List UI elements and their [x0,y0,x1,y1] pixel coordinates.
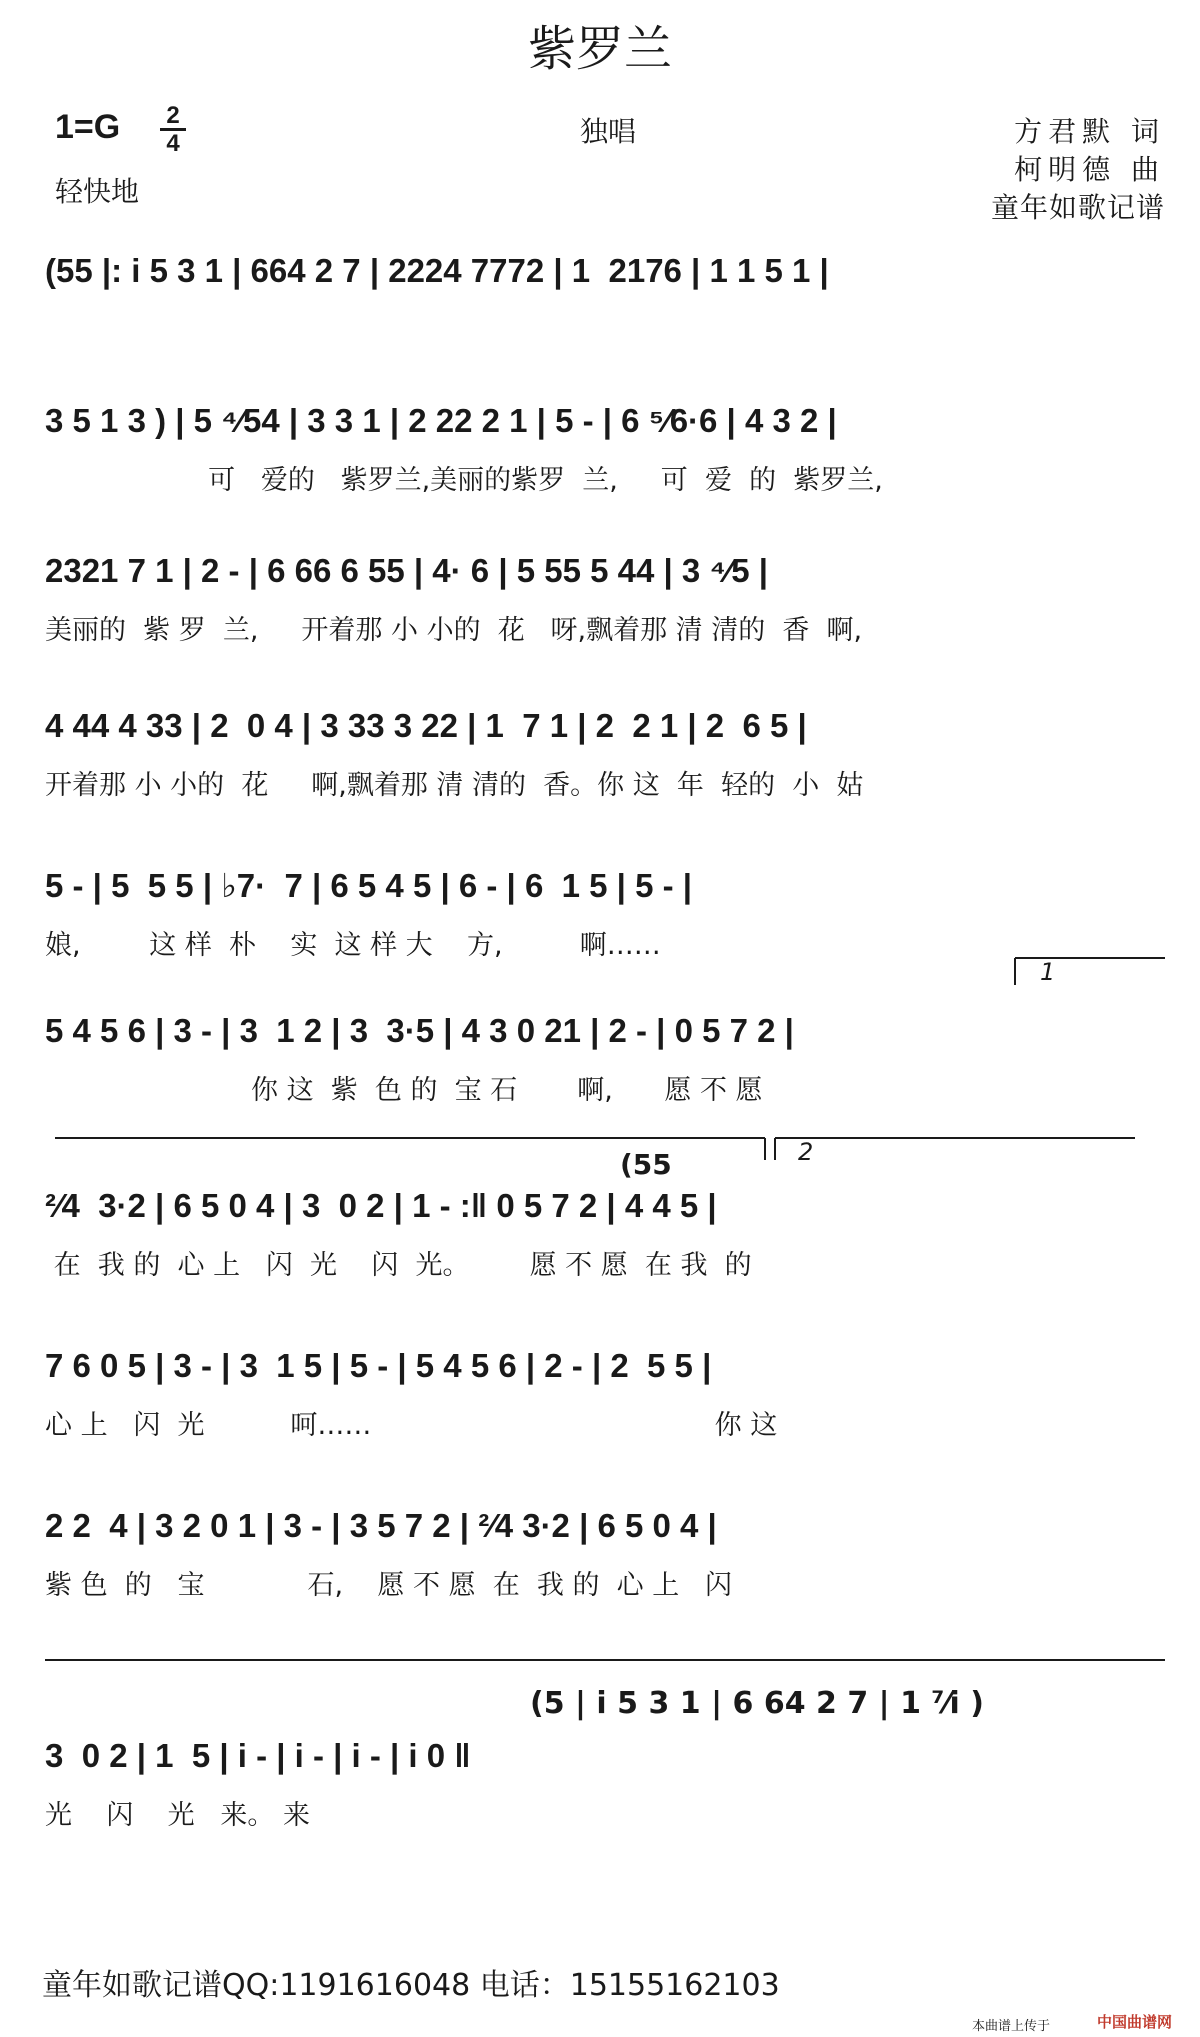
score-system [45,700,1165,850]
site-logo: 中国曲谱网 [1096,2013,1172,2031]
key-signature: 1=G [55,108,121,146]
volta-2-label: 2 [798,1138,814,1166]
lyric-line: 娘, 这 样 朴 实 这 样 大 方, 啊…… [45,930,661,961]
time-signature [158,104,188,155]
lyric-line: 光 闪 光 来。 来 [45,1800,310,1831]
meter-bottom: 4 [166,130,180,157]
volta-1-label: 1 [1040,958,1056,986]
score-system [45,1180,1165,1330]
notation-line: (55 |: i 5 3 1 | 664 2 7 | 2224 7772 | 1 2176 | 1 1 5 1 | [45,252,829,289]
score-system [45,545,1165,695]
notation-line: 2321 7 1 | 2 - | 6 66 6 55 | 4· 6 | 5 55 5 44 | 3 ⁴⁄5 | [45,552,769,589]
notation-line: 4 44 4 33 | 2 0 4 | 3 33 3 22 | 1 7 1 | 2 2 1 | 2 6 5 | [45,707,807,744]
score-system [45,1005,1165,1155]
composer-credit: 柯明德 曲 [1014,153,1165,186]
lyric-line: 开着那 小 小的 花 啊,飘着那 清 清的 香。你 这 年 轻的 小 姑 [45,770,864,801]
page-title: 紫罗兰 [527,21,672,77]
score-system [45,860,1165,1010]
notation-line: ²⁄4 3·2 | 6 5 0 4 | 3 0 2 | 1 - :‖ 0 5 7 2 | 4 4 5 | [45,1187,717,1224]
pickup-notes: (55 [620,1148,672,1181]
notation-line: 3 0 2 | 1 5 | i - | i - | i - | i 0 ‖ [45,1737,471,1774]
score-system [45,1500,1165,1650]
lyric-line: 心 上 闪 光 呵…… 你 这 [45,1410,778,1441]
uploader-note: 本曲谱上传于 [971,2019,1050,2034]
notation-line: 5 - | 5 5 5 | ♭7· 7 | 6 5 4 5 | 6 - | 6 1 5 | 5 - | [45,867,692,904]
tempo-marking: 轻快地 [55,175,140,208]
lyricist-credit: 方君默 词 [1014,115,1165,148]
transcriber-credit: 童年如歌记谱 [990,191,1165,224]
lyric-line: 在 我 的 心 上 闪 光 闪 光。 愿 不 愿 在 我 的 [45,1250,752,1281]
notation-line: 7 6 0 5 | 3 - | 3 1 5 | 5 - | 5 4 5 6 | 2 - | 2 5 5 | [45,1347,712,1384]
notation-line: 2 2 4 | 3 2 0 1 | 3 - | 3 5 7 2 | ²⁄4 3·2 | 6 5 0 4 | [45,1507,717,1544]
lyric-line: 紫 色 的 宝 石, 愿 不 愿 在 我 的 心 上 闪 [45,1570,732,1601]
notation-line: 5 4 5 6 | 3 - | 3 1 2 | 3 3·5 | 4 3 0 21 | 2 - | 0 5 7 2 | [45,1012,794,1049]
score-system [45,1730,1165,1880]
score-system [45,1340,1165,1490]
lyric-line: 可 爱的 紫罗兰,美丽的紫罗 兰, 可 爱 的 紫罗兰, [45,465,883,496]
lyric-line: 美丽的 紫 罗 兰, 开着那 小 小的 花 呀,飘着那 清 清的 香 啊, [45,615,863,646]
score-system [45,395,1165,545]
notation-line: 3 5 1 3 ) | 5 ⁴⁄54 | 3 3 1 | 2 22 2 1 | 5 - | 6 ⁵⁄6·6 | 4 3 2 | [45,402,837,439]
coda-intro: (5 | i 5 3 1 | 6 64 2 7 | 1 ⁷⁄i ) [530,1686,984,1721]
meter-top: 2 [166,102,180,129]
performance-form: 独唱 [580,115,637,148]
score-system [45,245,1165,395]
lyric-line [45,311,1165,351]
footer-contact: 童年如歌记谱QQ:1191616048 电话：15155162103 [42,1968,780,2003]
lyric-line: 你 这 紫 色 的 宝 石 啊, 愿 不 愿 [45,1075,763,1106]
